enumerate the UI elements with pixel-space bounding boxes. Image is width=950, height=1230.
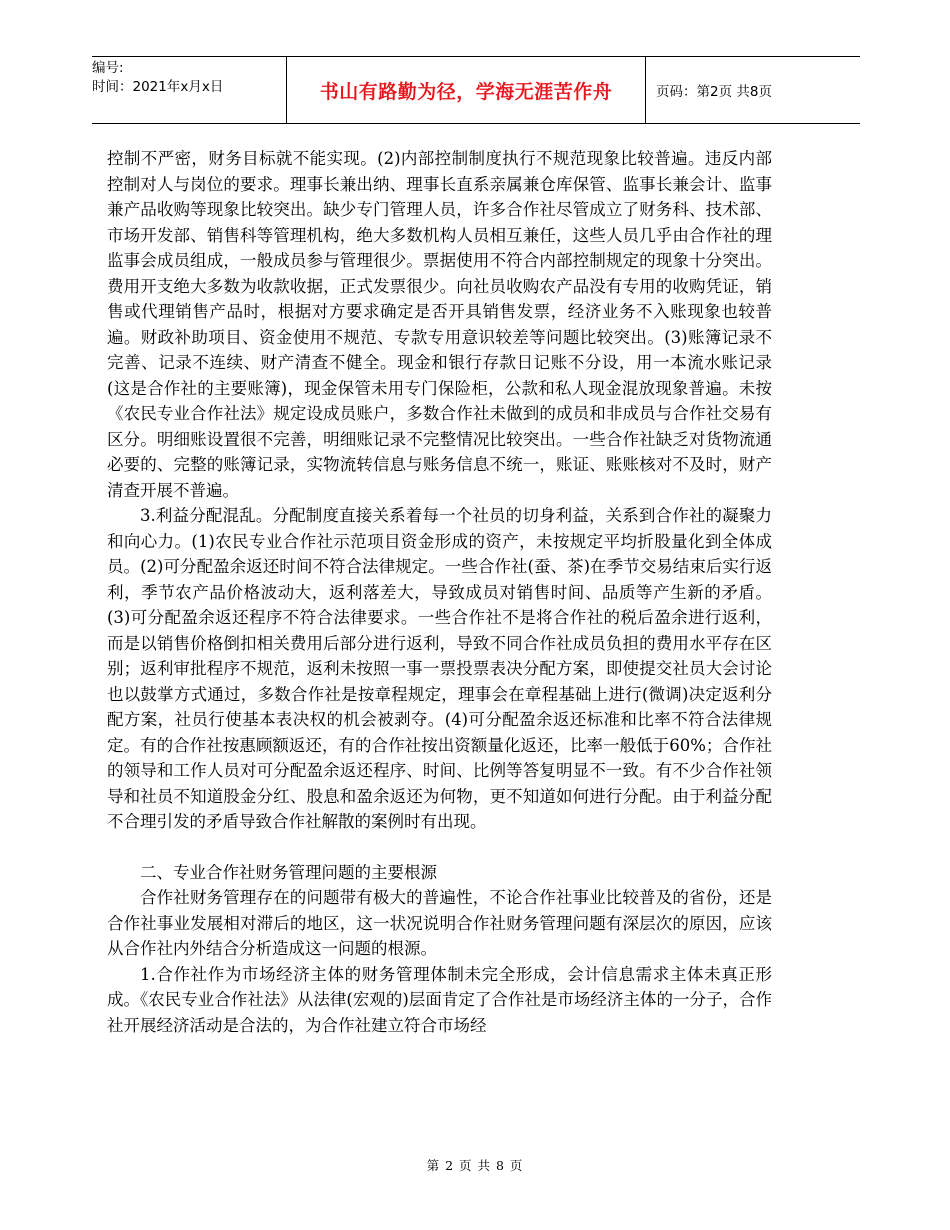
header-motto-cell <box>286 57 646 123</box>
header-page-info: 页码：第2页 共8页 <box>656 84 772 100</box>
document-date: 时间：2021年x月x日 <box>92 79 224 95</box>
paragraph-spacer <box>107 835 772 860</box>
body-paragraph: 1.合作社作为市场经济主体的财务管理体制未完全形成，会计信息需求主体未真正形成。《农民专业合作社法》从法律(宏观的)层面肯定了合作社是市场经济主体的一分子，合作社开展经济活动是合法的，为合作社建立符合市场经 <box>107 964 772 1035</box>
body-paragraph: 合作社财务管理存在的问题带有极大的普遍性，不论合作社事业比较普及的省份，还是合作社事业发展相对滞后的地区，这一状况说明合作社财务管理问题有深层次的原因，应该从合作社内外结合分析造成这一问题的根源。 <box>107 888 772 958</box>
document-body <box>107 146 772 1038</box>
header-motto: 书山有路勤为径，学海无涯苦作舟 <box>319 80 613 103</box>
document-number-label: 编号: <box>92 60 124 76</box>
page-header <box>92 56 860 124</box>
body-paragraph: 控制不严密，财务目标就不能实现。(2)内部控制制度执行不规范现象比较普遍。违反内部控制对人与岗位的要求。理事长兼出纳、理事长直系亲属兼仓库保管、监事长兼会计、监事兼产品收购等现象比较突出。缺少专门管理人员，许多合作社尽管成立了财务科、技术部、市场开发部、销售科等管理机构，绝大多数机构人员相互兼任，这些人员几乎由合作社的理监事会成员组成，一般成员参与管理很少。票据使用不符合内部控制规定的现象十分突出。费用开支绝大多数为收款收据，正式发票很少。向社员收购农产品没有专用的收购凭证，销售或代理销售产品时，根据对方要求确定是否开具销售发票，经济业务不入账现象也较普遍。财政补助项目、资金使用不规范、专款专用意识较差等问题比较突出。(3)账簿记录不完善、记录不连续、财产清查不健全。现金和银行存款日记账不分设，用一本流水账记录(这是合作社的主要账簿)，现金保管未用专门保险柜，公款和私人现金混放现象普遍。未按《农民专业合作社法》规定设成员账户，多数合作社未做到的成员和非成员与合作社交易有区分。明细账设置很不完善，明细账记录不完整情况比较突出。一些合作社缺乏对货物流通必要的、完整的账簿记录，实物流转信息与账务信息不统一，账证、账账核对不及时，财产清查开展不普遍。 <box>107 149 772 500</box>
page-footer: 第 2 页 共 8 页 <box>426 1158 524 1173</box>
section-heading: 二、专业合作社财务管理问题的主要根源 <box>140 862 437 882</box>
body-paragraph: 3.利益分配混乱。分配制度直接关系着每一个社员的切身利益，关系到合作社的凝聚力和向心力。(1)农民专业合作社示范项目资金形成的资产，未按规定平均折股量化到全体成员。(2)可分配盈余返还时间不符合法律规定。一些合作社(蚕、茶)在季节交易结束后实行返利，季节农产品价格波动大，返利落差大，导致成员对销售时间、品质等产生新的矛盾。(3)可分配盈余返还程序不符合法律要求。一些合作社不是将合作社的税后盈余进行返利，而是以销售价格倒扣相关费用后部分进行返利，导致不同合作社成员负担的费用水平存在区别；返利审批程序不规范，返利未按照一事一票投票表决分配方案，即使提交社员大会讨论也以鼓掌方式通过，多数合作社是按章程规定，理事会在章程基础上进行(微调)决定返利分配方案，社员行使基本表决权的机会被剥夺。(4)可分配盈余返还标准和比率不符合法律规定。有的合作社按惠顾额返还，有的合作社按出资额量化返还，比率一般低于60%；合作社的领导和工作人员对可分配盈余返还程序、时间、比例等答复明显不一致。有不少合作社领导和社员不知道股金分红、股息和盈余返还为何物，更不知道如何进行分配。由于利益分配不合理引发的矛盾导致合作社解散的案例时有出现。 <box>107 506 772 831</box>
header-left <box>92 57 286 123</box>
